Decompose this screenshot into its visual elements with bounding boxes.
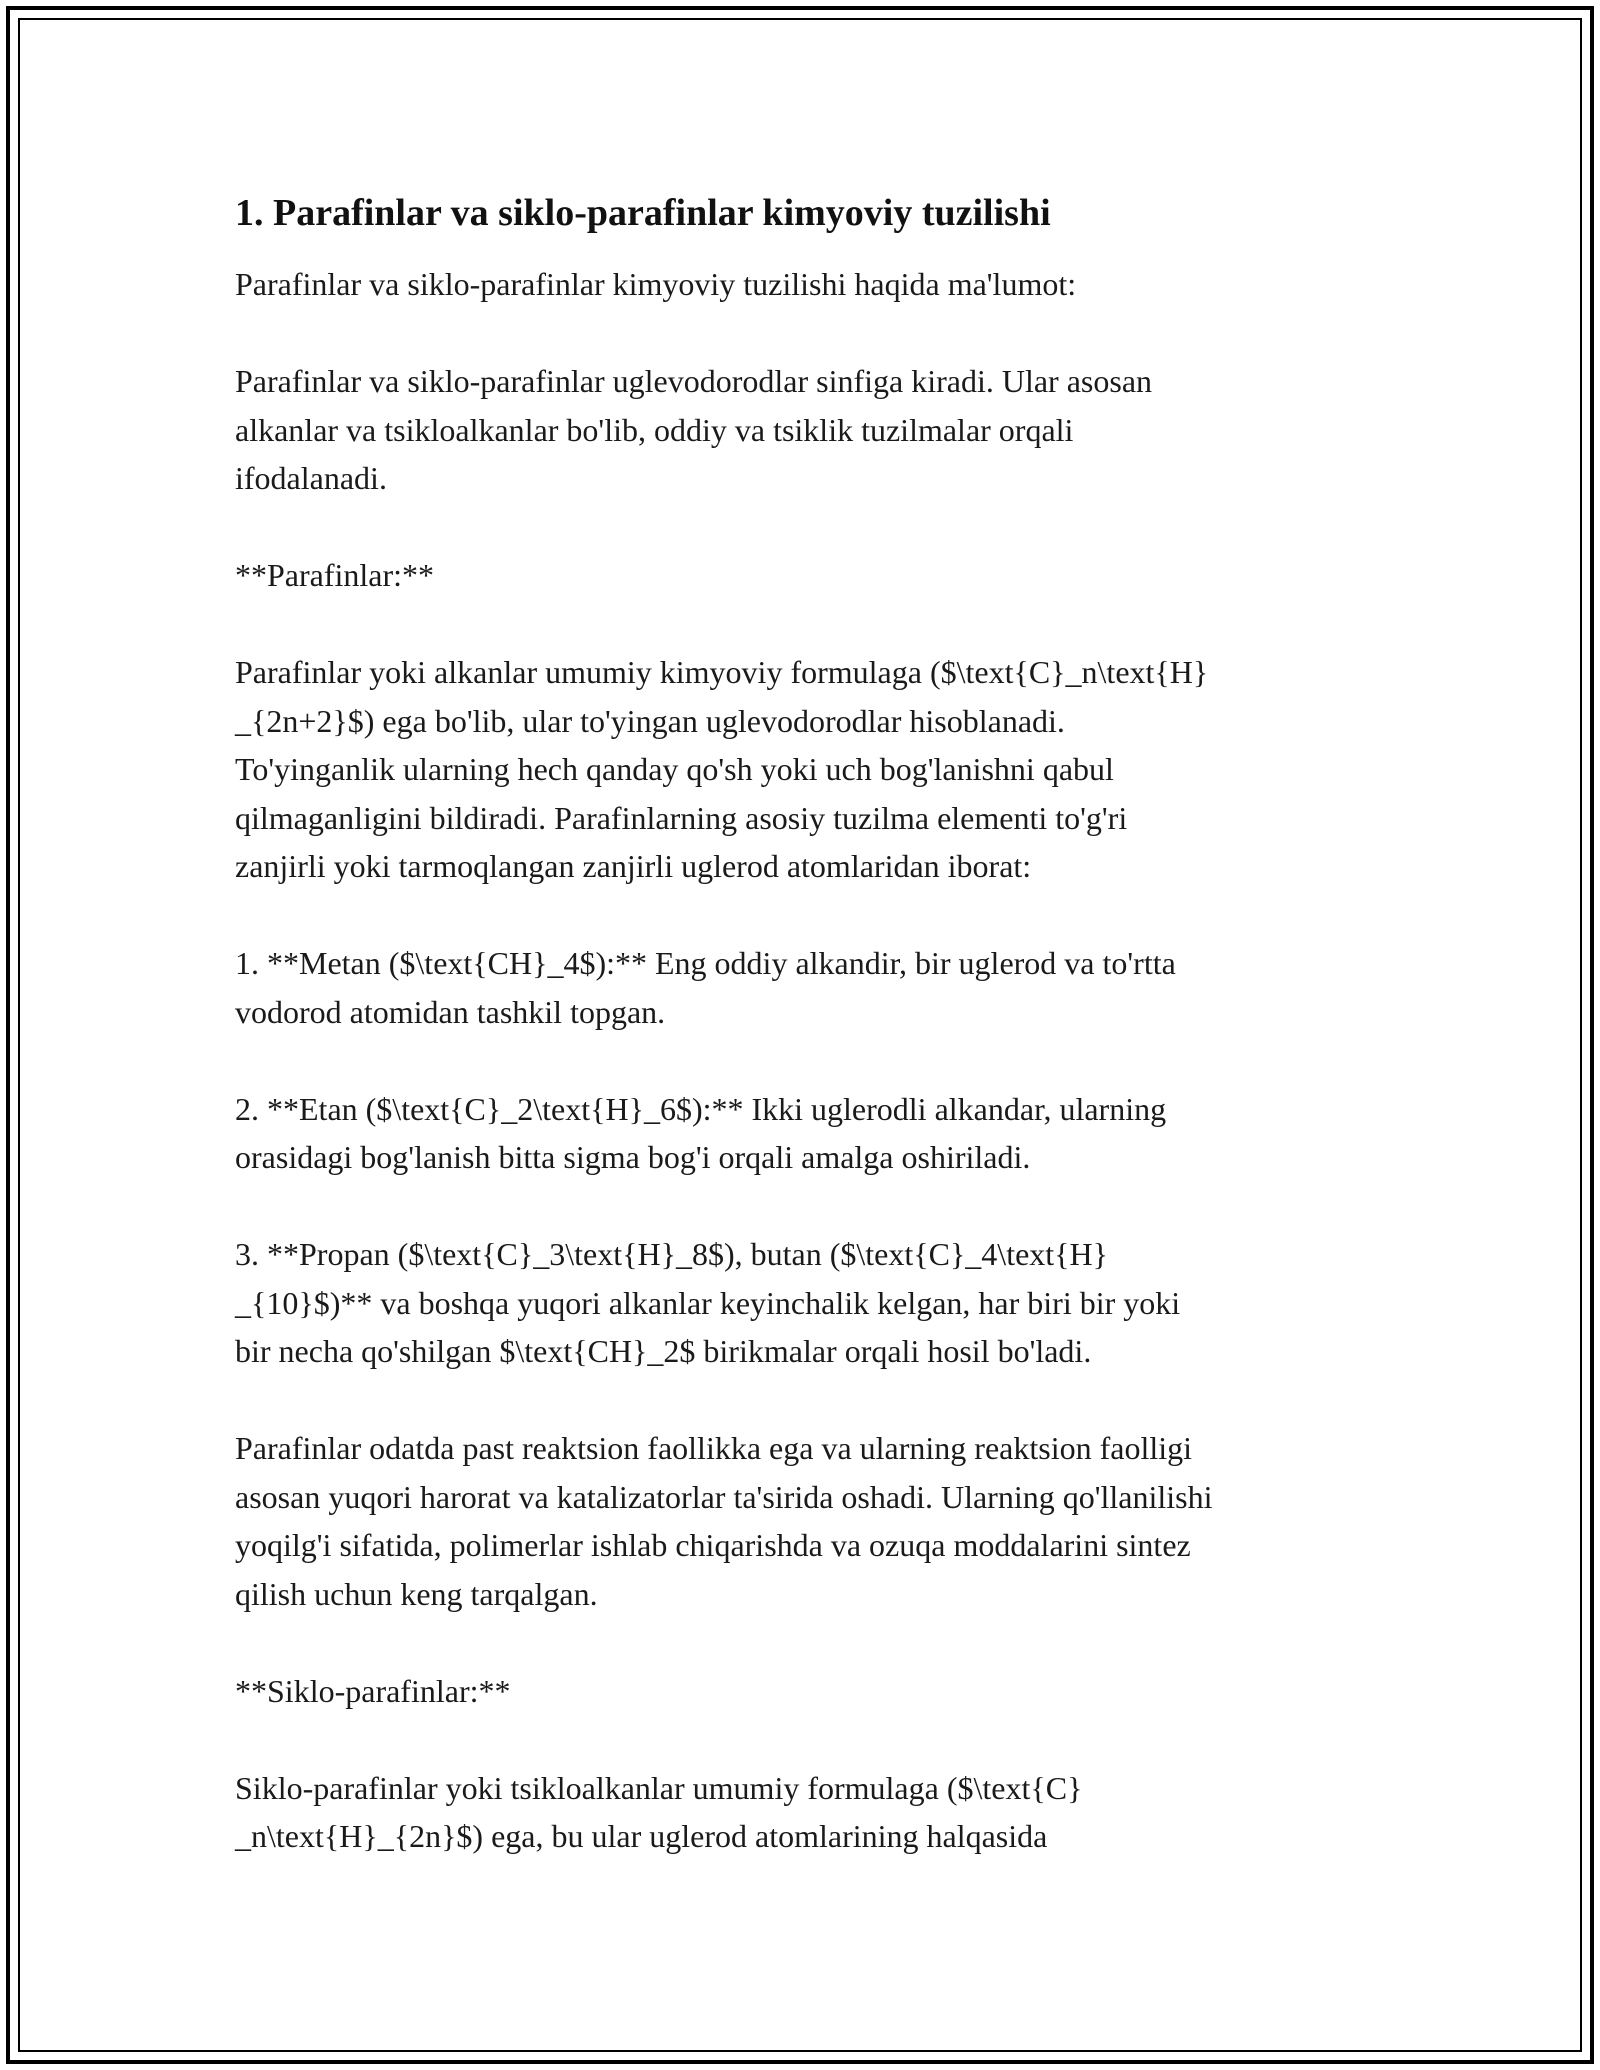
paragraph-line: ifodalanadi.	[235, 460, 387, 496]
paragraph-list	[235, 260, 1375, 1861]
paragraph-line: asosan yuqori harorat va katalizatorlar ta'sirida oshadi. Ularning qo'llanilishi	[235, 1478, 1213, 1515]
paragraph-line: **Parafinlar:**	[235, 557, 435, 593]
paragraph-line: Parafinlar va siklo-parafinlar uglevodorodlar sinfiga kiradi. Ular asosan	[235, 363, 1153, 399]
paragraph	[235, 1230, 1375, 1376]
paragraph-line: bir necha qo'shilgan $\text{CH}_2$ birikmalar orqali hosil bo'ladi.	[235, 1333, 1092, 1369]
paragraph-line: yoqilg'i sifatida, polimerlar ishlab chiqarishda va ozuqa moddalarini sintez	[235, 1527, 1191, 1563]
paragraph	[235, 939, 1375, 1036]
paragraph-line: qilish uchun keng tarqalgan.	[235, 1575, 598, 1612]
paragraph-line: To'yinganlik ularning hech qanday qo'sh yoki uch bog'lanishni qabul	[235, 751, 1114, 787]
paragraph-line: Siklo-parafinlar yoki tsikloalkanlar umumiy formulaga ($\text{C}	[235, 1769, 1083, 1806]
section-title: 1. Parafinlar va siklo-parafinlar kimyoviy tuzilishi	[235, 192, 1051, 234]
paragraph-line: _n\text{H}_{2n}$) ega, bu ular uglerod atomlarining halqasida	[235, 1818, 1048, 1854]
paragraph	[235, 1085, 1375, 1182]
paragraph-line: vodorod atomidan tashkil topgan.	[235, 993, 666, 1030]
paragraph-line: Parafinlar va siklo-parafinlar kimyoviy tuzilishi haqida ma'lumot:	[235, 266, 1077, 302]
paragraph	[235, 357, 1375, 503]
paragraph-line: _{10}$)** va boshqa yuqori alkanlar keyinchalik kelgan, har biri bir yoki	[235, 1284, 1181, 1321]
paragraph-line: **Siklo-parafinlar:**	[235, 1672, 511, 1709]
paragraph	[235, 1764, 1375, 1861]
paragraph-line: qilmaganligini bildiradi. Parafinlarning asosiy tuzilma elementi to'g'ri	[235, 799, 1128, 836]
paragraph	[235, 1667, 1375, 1716]
paragraph-line: 3. **Propan ($\text{C}_3\text{H}_8$), butan ($\text{C}_4\text{H}	[235, 1236, 1108, 1272]
paragraph	[235, 260, 1375, 309]
paragraph-line: Parafinlar odatda past reaktsion faollikka ega va ularning reaktsion faolligi	[235, 1430, 1192, 1466]
paragraph-line: orasidagi bog'lanish bitta sigma bog'i orqali amalga oshiriladi.	[235, 1139, 1031, 1175]
paragraph-line: Parafinlar yoki alkanlar umumiy kimyoviy formulaga ($\text{C}_n\text{H}	[235, 654, 1209, 690]
paragraph-line: 2. **Etan ($\text{C}_2\text{H}_6$):** Ikki uglerodli alkandar, ularning	[235, 1090, 1167, 1127]
paragraph-line: zanjirli yoki tarmoqlangan zanjirli uglerod atomlaridan iborat:	[235, 848, 1032, 884]
paragraph-line: 1. **Metan ($\text{CH}_4$):** Eng oddiy alkandir, bir uglerod va to'rtta	[235, 945, 1176, 981]
paragraph	[235, 551, 1375, 600]
document-body	[235, 188, 1375, 1909]
paragraph-line: alkanlar va tsikloalkanlar bo'lib, oddiy va tsiklik tuzilmalar orqali	[235, 411, 1074, 448]
paragraph	[235, 648, 1375, 891]
paragraph	[235, 1424, 1375, 1618]
paragraph-line: _{2n+2}$) ega bo'lib, ular to'yingan uglevodorodlar hisoblanadi.	[235, 702, 1065, 739]
